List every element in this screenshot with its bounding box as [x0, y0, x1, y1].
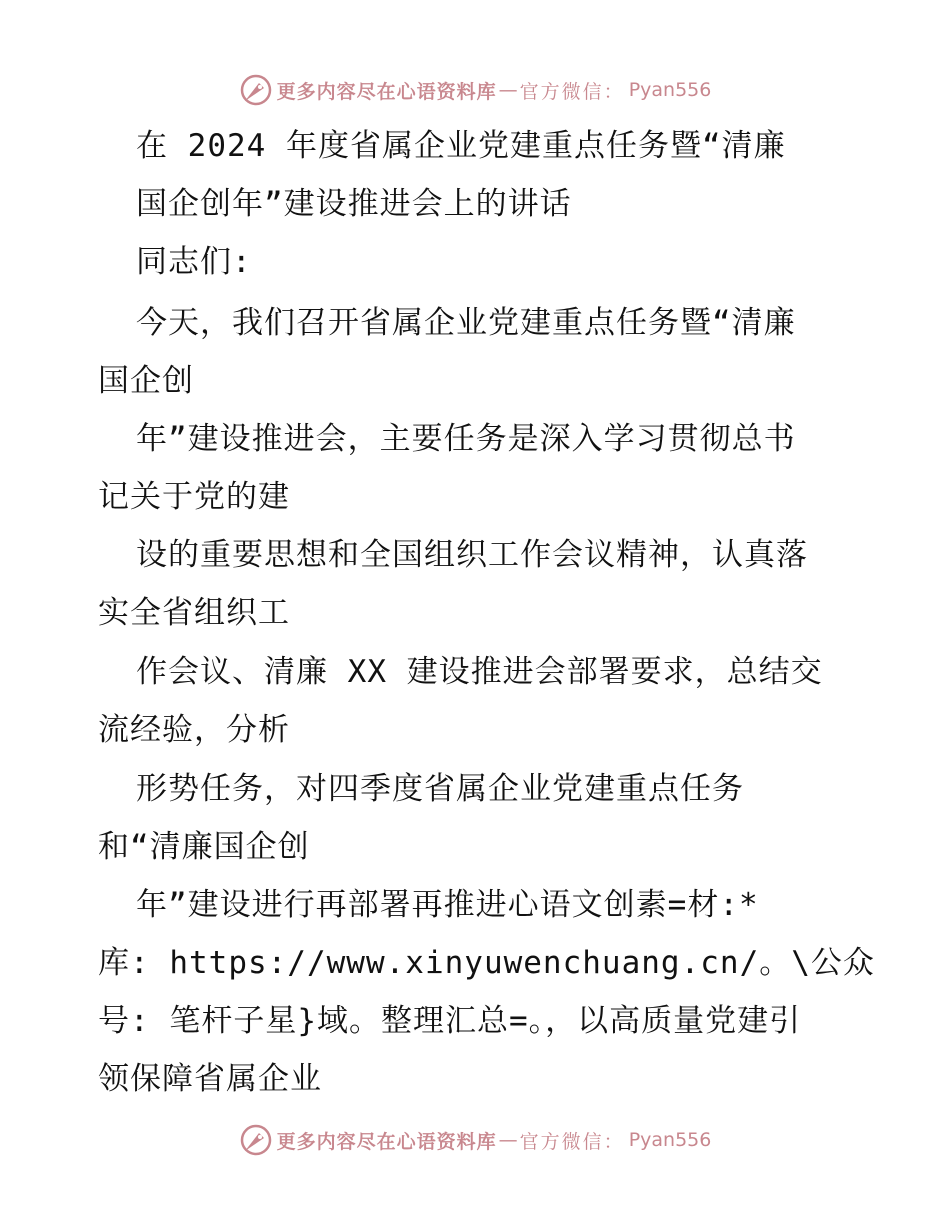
pen-nib-logo-icon: [239, 1123, 273, 1157]
watermark-wechat-id: Pyan556: [628, 79, 712, 101]
body-line: 记关于党的建: [98, 479, 290, 515]
body-line: 作会议、清廉 XX 建设推进会部署要求，总结交: [136, 654, 823, 690]
document-greeting: 同志们:: [136, 244, 252, 280]
body-line: 流经验，分析: [98, 712, 290, 748]
watermark-site-text: 更多内容尽在心语资料库: [276, 1130, 497, 1153]
body-line: 号: 笔杆子星}域。整理汇总=。，以高质量党建引: [98, 1003, 802, 1039]
watermark-wechat-id: Pyan556: [628, 1129, 712, 1151]
body-line: 年”建设推进会，主要任务是深入学习贯彻总书: [136, 421, 796, 457]
watermark-wechat-label: 官方微信：: [519, 1130, 625, 1153]
body-line: 和“清廉国企创: [98, 829, 310, 865]
body-line: 国企创: [98, 363, 194, 399]
body-line: 库: https://www.xinyuwenchuang.cn/。\公众: [98, 945, 875, 981]
document-title-line-2: 国企创年”建设推进会上的讲话: [136, 186, 572, 222]
body-line: 设的重要思想和全国组织工作会议精神，认真落: [136, 537, 808, 573]
watermark-dash: —: [498, 1129, 518, 1151]
watermark-dash: —: [498, 79, 518, 101]
body-line: 今天，我们召开省属企业党建重点任务暨“清廉: [136, 305, 796, 341]
body-line: 领保障省属企业: [98, 1061, 322, 1097]
body-line: 实全省组织工: [98, 595, 290, 631]
body-line: 年”建设进行再部署再推进心语文创素=材:*: [136, 887, 759, 923]
watermark-banner-bottom: [0, 1120, 950, 1160]
document-title-line-1: 在 2024 年度省属企业党建重点任务暨“清廉: [136, 128, 786, 164]
watermark-wechat-label: 官方微信：: [519, 80, 625, 103]
watermark-site-text: 更多内容尽在心语资料库: [276, 80, 497, 103]
body-line: 形势任务，对四季度省属企业党建重点任务: [136, 771, 744, 807]
